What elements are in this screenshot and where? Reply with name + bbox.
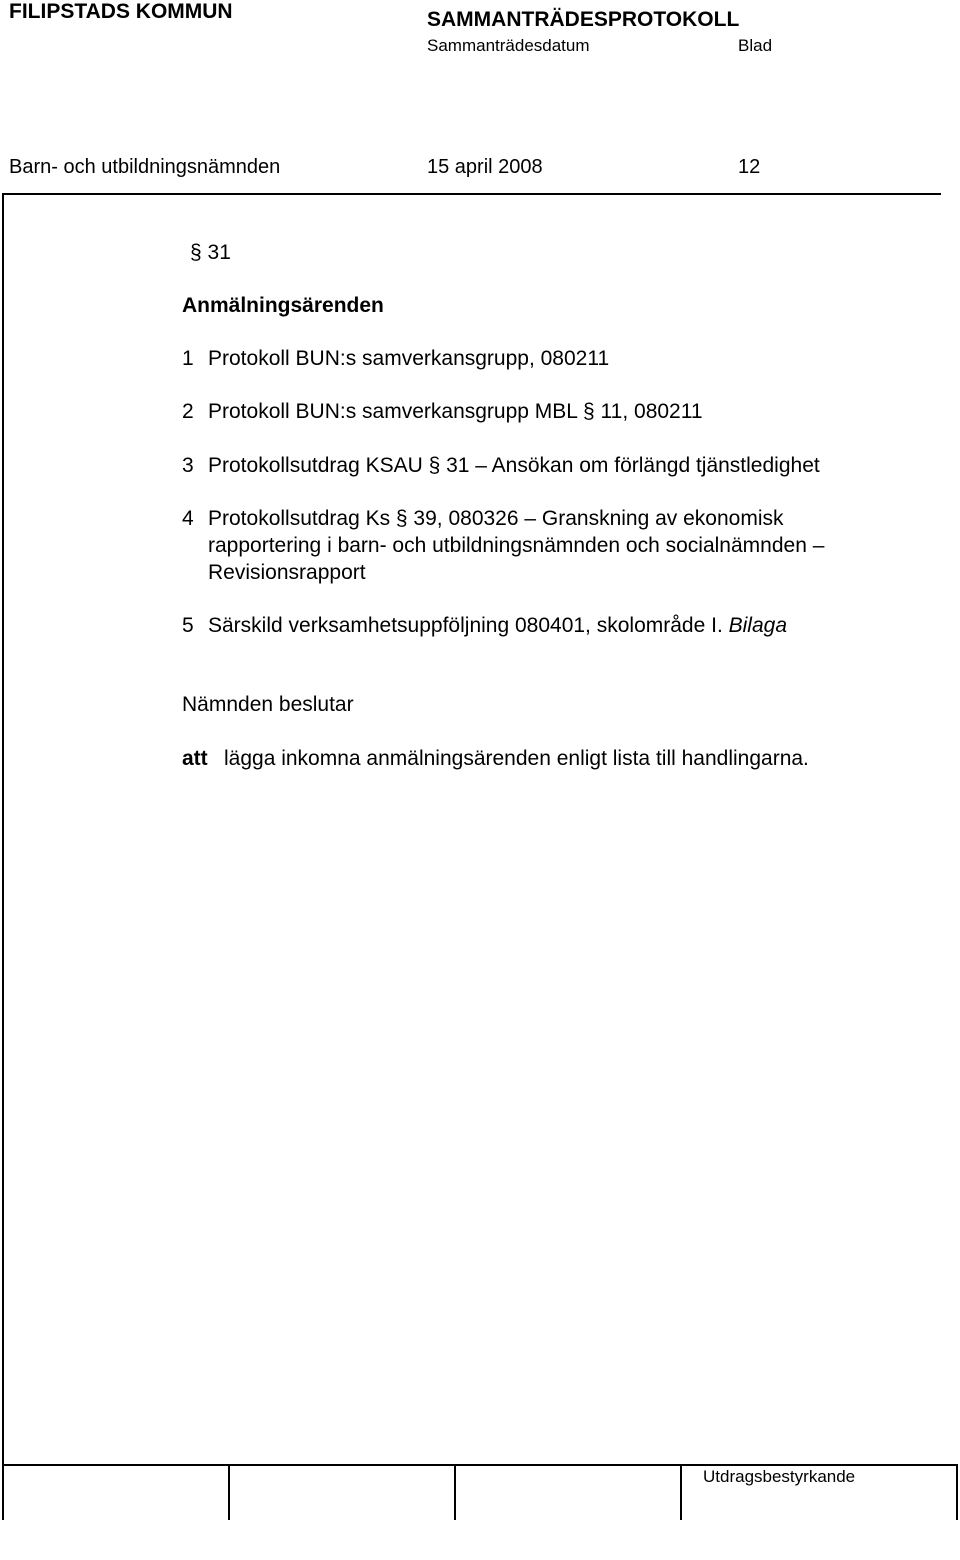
item-text-line: rapportering i barn- och utbildningsnämnden och socialnämnden –	[208, 534, 825, 557]
paragraph-number: § 31	[190, 241, 231, 264]
signature-box-divider	[680, 1464, 682, 1520]
item-text	[208, 613, 787, 639]
frame-left-rule	[2, 193, 4, 1520]
item-text: Protokollsutdrag KSAU § 31 – Ansökan om förlängd tjänstledighet	[208, 454, 820, 477]
signature-row-right-rule	[956, 1464, 958, 1520]
committee-name: Barn- och utbildningsnämnden	[9, 156, 281, 178]
item-number: 5	[182, 614, 194, 637]
page-label: Blad	[738, 36, 773, 55]
attachment-label: Bilaga	[728, 614, 788, 637]
item-number: 3	[182, 454, 194, 477]
meeting-date-label: Sammanträdesdatum	[427, 36, 590, 55]
decision-att: att	[182, 747, 208, 770]
section-heading: Anmälningsärenden	[182, 294, 384, 317]
item-text-line: Revisionsrapport	[208, 561, 366, 584]
meeting-date: 15 april 2008	[427, 156, 543, 178]
organization-name: FILIPSTADS KOMMUN	[9, 0, 233, 23]
item-number: 2	[182, 400, 194, 423]
certification-label: Utdragsbestyrkande	[703, 1467, 856, 1486]
item-text-main: Särskild verksamhetsuppföljning 080401, skolområde I.	[208, 614, 723, 637]
frame-top-rule	[2, 193, 941, 195]
document-title: SAMMANTRÄDESPROTOKOLL	[427, 8, 740, 31]
decision-heading: Nämnden beslutar	[182, 693, 354, 716]
page-number: 12	[738, 156, 761, 178]
signature-box-divider	[228, 1464, 230, 1520]
signature-box-divider	[454, 1464, 456, 1520]
decision-text: lägga inkomna anmälningsärenden enligt lista till handlingarna.	[224, 747, 809, 770]
item-text-line: Protokollsutdrag Ks § 39, 080326 – Granskning av ekonomisk	[208, 507, 784, 530]
item-text: Protokoll BUN:s samverkansgrupp MBL § 11, 080211	[208, 400, 703, 423]
item-text: Protokoll BUN:s samverkansgrupp, 080211	[208, 347, 610, 370]
item-number: 1	[182, 347, 194, 370]
item-number: 4	[182, 507, 194, 530]
